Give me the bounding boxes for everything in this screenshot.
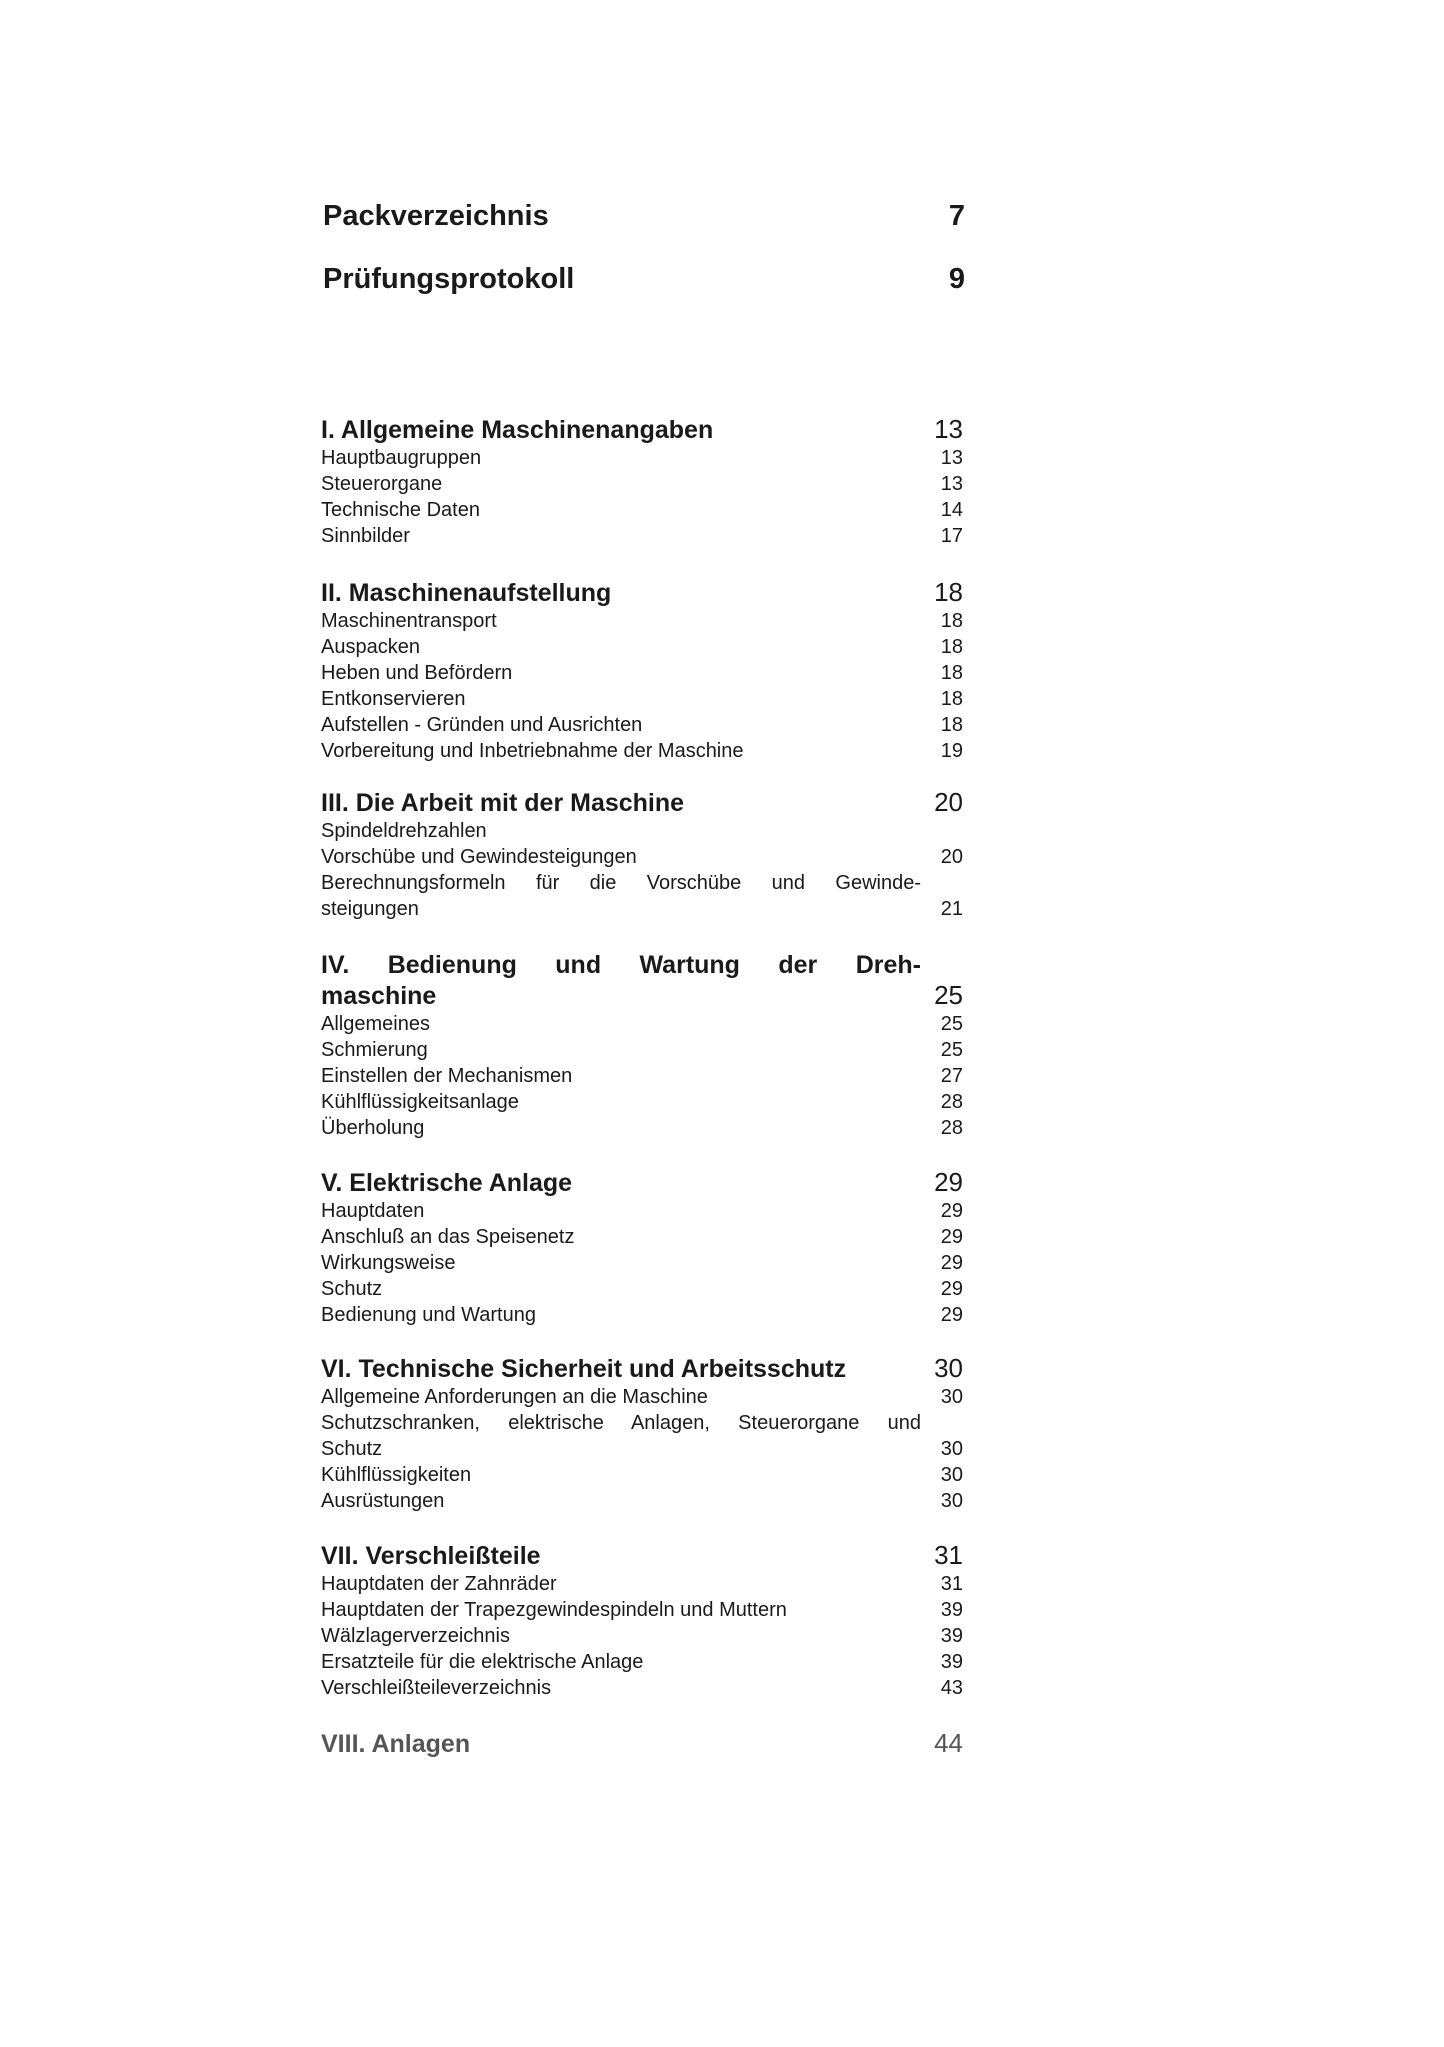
toc-section <box>321 414 963 549</box>
toc-page: 27 <box>940 1065 963 1087</box>
toc-title: Hauptdaten der Trapezgewindespindeln und Muttern <box>321 1599 787 1621</box>
toc-title: Hauptdaten <box>321 1200 425 1222</box>
toc-item <box>321 497 963 523</box>
toc-page: 18 <box>940 714 963 736</box>
section-heading <box>321 1353 963 1384</box>
toc-title: VIII. Anlagen <box>321 1730 471 1758</box>
toc-item <box>321 1276 963 1302</box>
toc-item <box>321 1571 963 1597</box>
toc-item <box>321 1649 963 1675</box>
toc-item <box>321 1623 963 1649</box>
toc-title: Wälzlagerverzeichnis <box>321 1625 510 1647</box>
toc-page: 30 <box>940 1438 963 1460</box>
toc-page: 19 <box>940 740 963 762</box>
toc-section <box>321 1167 963 1328</box>
toc-item <box>321 818 963 844</box>
toc-page: 21 <box>940 898 963 920</box>
toc-section <box>321 1353 963 1514</box>
toc-page: 29 <box>940 1278 963 1300</box>
toc-title: Schutz <box>321 1438 383 1460</box>
toc-page: 29 <box>940 1200 963 1222</box>
toc-item <box>321 1037 963 1063</box>
toc-item <box>321 1089 963 1115</box>
toc-item <box>321 738 963 764</box>
section-heading <box>321 1167 963 1198</box>
toc-title: Überholung <box>321 1117 425 1139</box>
toc-title: III. Die Arbeit mit der Maschine <box>321 789 685 817</box>
toc-item <box>321 1115 963 1141</box>
toc-section <box>321 1540 963 1701</box>
toc-page: 9 <box>948 263 965 295</box>
toc-section <box>321 577 963 764</box>
toc-page: 18 <box>934 577 963 607</box>
toc-title: VII. Verschleißteile <box>321 1542 541 1570</box>
section-heading <box>321 1540 963 1571</box>
toc-page: 17 <box>940 525 963 547</box>
toc-page: 31 <box>934 1540 963 1570</box>
toc-page: 31 <box>940 1573 963 1595</box>
toc-title: Bedienung und Wartung <box>321 1304 536 1326</box>
toc-title: V. Elektrische Anlage <box>321 1169 573 1197</box>
toc-page: 30 <box>940 1386 963 1408</box>
section-heading <box>321 787 963 818</box>
toc-title: Schutz <box>321 1278 383 1300</box>
toc-page: 25 <box>934 980 963 1010</box>
toc-title: Hauptbaugruppen <box>321 447 482 469</box>
toc-title: maschine <box>321 982 437 1010</box>
toc-item <box>321 1011 963 1037</box>
toc-page: 39 <box>940 1625 963 1647</box>
toc-title: Aufstellen - Gründen und Ausrichten <box>321 714 643 736</box>
toc-item <box>321 686 963 712</box>
toc-page: 18 <box>940 688 963 710</box>
toc-page: 43 <box>940 1677 963 1699</box>
toc-title: Packverzeichnis <box>323 200 549 232</box>
toc-item <box>321 1462 963 1488</box>
toc-page: 18 <box>940 610 963 632</box>
toc-item <box>321 1675 963 1701</box>
toc-item <box>321 1224 963 1250</box>
toc-title: Prüfungsprotokoll <box>323 263 575 295</box>
toc-title: Verschleißteileverzeichnis <box>321 1677 552 1699</box>
toc-item <box>321 608 963 634</box>
toc-title: Berechnungsformeln für die Vorschübe und Gewinde- <box>321 872 921 894</box>
toc-item <box>321 1302 963 1328</box>
section-heading <box>321 414 963 445</box>
toc-page: 30 <box>934 1353 963 1383</box>
toc-page: 18 <box>940 636 963 658</box>
toc-item <box>321 523 963 549</box>
toc-title: Schutzschranken, elektrische Anlagen, Steuerorgane und <box>321 1412 921 1434</box>
toc-page: 39 <box>940 1599 963 1621</box>
toc-item <box>321 1384 963 1410</box>
toc-item <box>321 1198 963 1224</box>
toc-page: 30 <box>940 1464 963 1486</box>
toc-item <box>321 660 963 686</box>
toc-item <box>321 1410 963 1436</box>
section-heading <box>321 577 963 608</box>
toc-section <box>321 787 963 922</box>
toc-title: Maschinentransport <box>321 610 497 632</box>
toc-title: II. Maschinenaufstellung <box>321 579 612 607</box>
toc-section <box>321 950 963 1141</box>
toc-title: Ausrüstungen <box>321 1490 445 1512</box>
toc-page: 29 <box>940 1226 963 1248</box>
toc-title: Allgemeines <box>321 1013 430 1035</box>
toc-page: 39 <box>940 1651 963 1673</box>
toc-page: 20 <box>934 787 963 817</box>
toc-item <box>321 445 963 471</box>
toc-page: 13 <box>940 447 963 469</box>
toc-item <box>321 1597 963 1623</box>
toc-title: VI. Technische Sicherheit und Arbeitsschutz <box>321 1355 847 1383</box>
toc-title: Spindeldrehzahlen <box>321 820 487 842</box>
toc-page: 44 <box>934 1728 963 1758</box>
section-heading <box>321 1728 963 1759</box>
toc-page: 13 <box>940 473 963 495</box>
toc-title: Steuerorgane <box>321 473 443 495</box>
toc-item <box>321 1063 963 1089</box>
toc-page: 25 <box>940 1039 963 1061</box>
toc-page: 28 <box>940 1091 963 1113</box>
toc-title: Technische Daten <box>321 499 480 521</box>
toc-item <box>321 1488 963 1514</box>
toc-title: Auspacken <box>321 636 420 658</box>
toc-title: Anschluß an das Speisenetz <box>321 1226 575 1248</box>
toc-entry-packverzeichnis <box>323 200 965 233</box>
toc-title: Hauptdaten der Zahnräder <box>321 1573 557 1595</box>
toc-item <box>321 896 963 922</box>
toc-page: 30 <box>940 1490 963 1512</box>
toc-page: 7 <box>948 200 965 232</box>
toc-page: 29 <box>934 1167 963 1197</box>
toc-page: 18 <box>940 662 963 684</box>
toc-title: IV. Bedienung und Wartung der Dreh- <box>321 951 921 979</box>
toc-page: 25 <box>940 1013 963 1035</box>
toc-page: 14 <box>940 499 963 521</box>
toc-title: steigungen <box>321 898 419 920</box>
toc-item <box>321 1436 963 1462</box>
toc-title: Ersatzteile für die elektrische Anlage <box>321 1651 644 1673</box>
toc-entry-pruefungsprotokoll <box>323 263 965 296</box>
section-heading <box>321 950 963 980</box>
toc-page: 20 <box>940 846 963 868</box>
toc-item <box>321 844 963 870</box>
toc-item <box>321 471 963 497</box>
toc-page: 13 <box>934 414 963 444</box>
toc-title: Vorbereitung und Inbetriebnahme der Maschine <box>321 740 744 762</box>
toc-title: Allgemeine Anforderungen an die Maschine <box>321 1386 708 1408</box>
toc-page: 28 <box>940 1117 963 1139</box>
toc-title: Wirkungsweise <box>321 1252 456 1274</box>
toc-page: 29 <box>940 1304 963 1326</box>
toc-title: Heben und Befördern <box>321 662 513 684</box>
toc-section <box>321 1728 963 1759</box>
section-heading <box>321 980 963 1011</box>
toc-item <box>321 712 963 738</box>
toc-item <box>321 1250 963 1276</box>
toc-title: Einstellen der Mechanismen <box>321 1065 573 1087</box>
toc-title: Vorschübe und Gewindesteigungen <box>321 846 637 868</box>
toc-title: Kühlflüssigkeiten <box>321 1464 472 1486</box>
toc-item <box>321 870 963 896</box>
toc-title: Kühlflüssigkeitsanlage <box>321 1091 519 1113</box>
toc-title: Schmierung <box>321 1039 428 1061</box>
toc-title: Sinnbilder <box>321 525 410 547</box>
toc-title: Entkonservieren <box>321 688 466 710</box>
toc-title: I. Allgemeine Maschinenangaben <box>321 416 714 444</box>
toc-item <box>321 634 963 660</box>
toc-page: 29 <box>940 1252 963 1274</box>
